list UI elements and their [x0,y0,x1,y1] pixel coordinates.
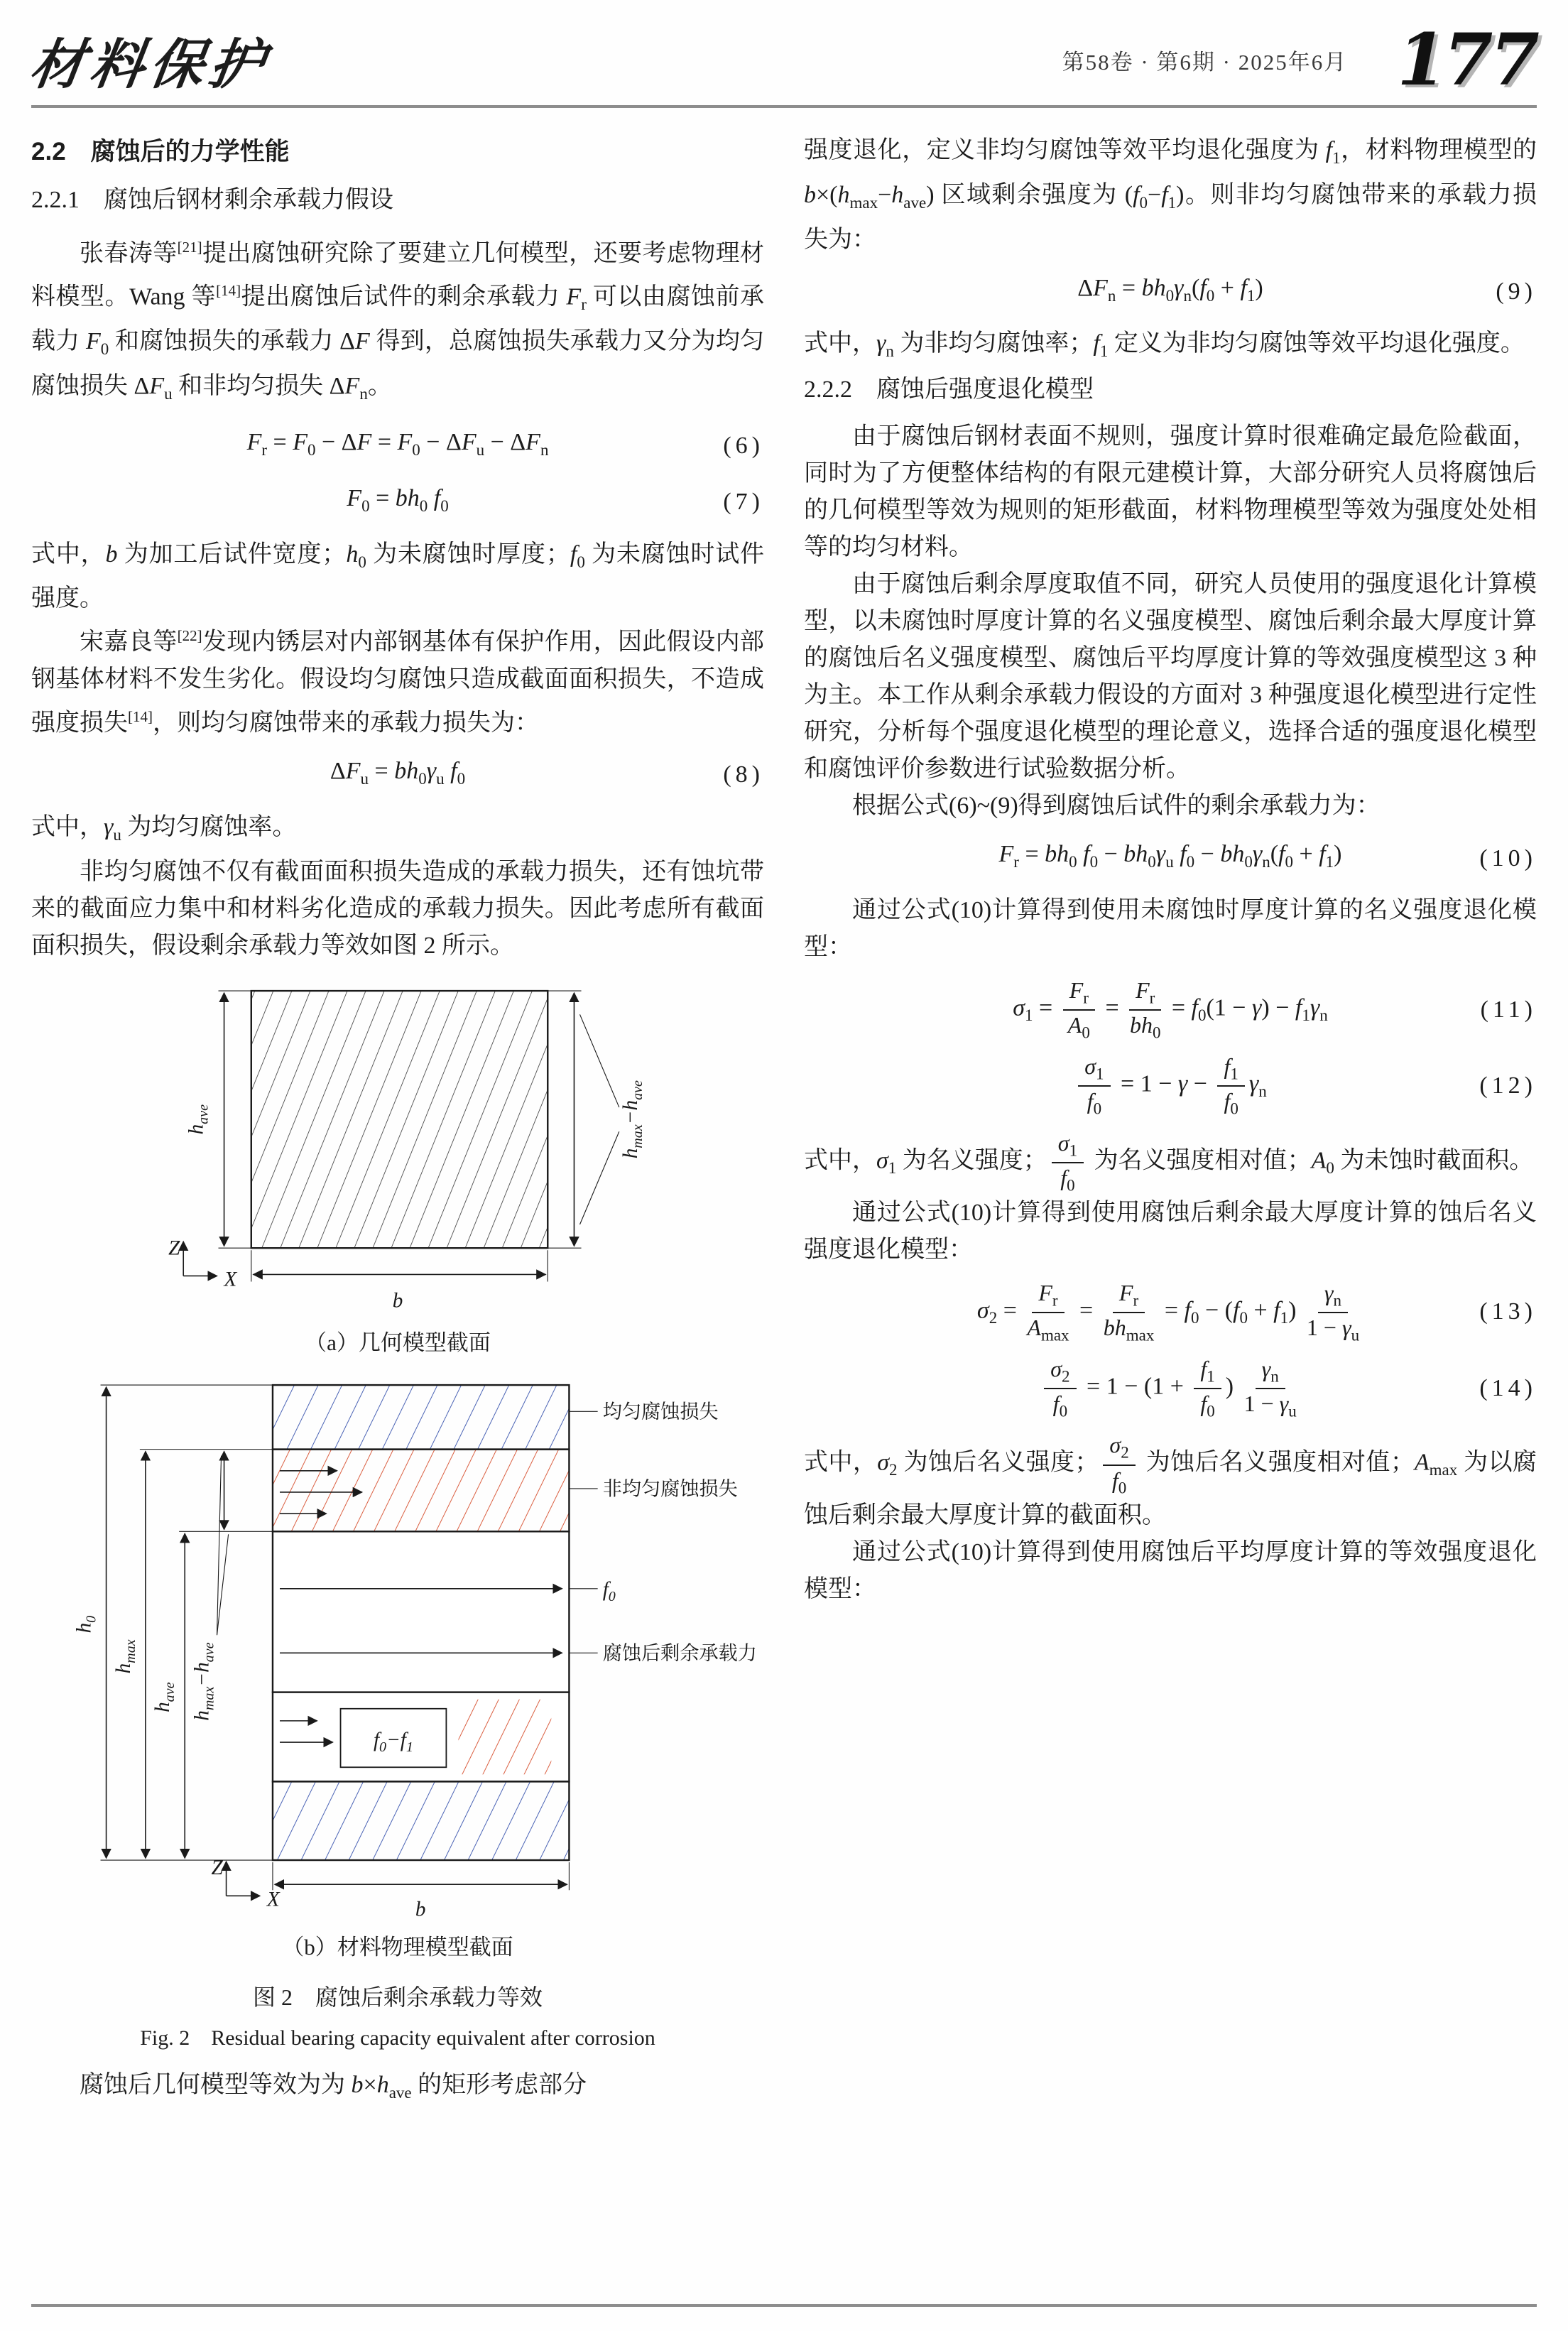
nonuniform-patch [459,1699,552,1774]
label-uniform-corrosion-loss: 均匀腐蚀损失 [602,1400,719,1422]
dim-b [273,1862,569,1920]
paragraph: 宋嘉良等[22]发现内锈层对内部钢基体有保护作用，因此假设内部钢基体材料不发生劣化。假设均匀腐蚀只造成截面面积损失，不造成强度损失[14]，则均匀腐蚀带来的承载力损失为： [31,627,765,737]
journal-logo: 材料保护 [26,32,274,96]
dim-label-b: b [415,1898,426,1921]
paragraph: 式中，$\sigma_2$ 为蚀后名义强度； $\frac{\sigma_2}{f_0}$ 为蚀后名义强度相对值；$A_{max}$ 为以腐蚀后剩余最大厚度计算的截面积。 [804,1432,1537,1528]
axis-x-label: X [224,1268,237,1291]
page-header [26,18,1537,102]
equation-body: $\frac{\sigma_2}{f_0}$ = 1 − (1 + $\frac{f_1}{f_0}$ ) $\frac{\gamma_n}{1 - \gamma_u}$ [1040,1356,1301,1420]
residual-capacity-band [273,1531,569,1692]
issue-info: 第58卷 · 第6期 · 2025年6月 [1062,49,1348,75]
dim-h-ave [185,991,251,1248]
equation-11 [804,977,1537,1042]
equation-7 [31,480,764,525]
figure-caption-en: Fig. 2 Residual bearing capacity equivalent after corrosion [140,2026,655,2050]
axis-z-label: Z [211,1856,223,1879]
equation-6 [31,424,764,469]
footer-rule [31,2304,1537,2307]
axis-x-label: X [266,1887,280,1911]
figure-2 [31,980,764,2057]
paragraph: 由于腐蚀后剩余厚度取值不同，研究人员使用的强度退化计算模型，以未腐蚀时厚度计算的名义强度模型、腐蚀后剩余最大厚度计算的腐蚀后名义强度模型、腐蚀后平均厚度计算的等效强度模型这 3 种为主。本工作从剩余承载力假设的方面对 3 种强度退化模型进行定性研究，分析每个强度退化模型的理论意义，选择合适的强度退化模型和腐蚀评价参数进行试验数据分析。 [804,571,1537,783]
uniform-corrosion-band-bottom [273,1781,569,1860]
coordinate-axes [168,1237,237,1291]
equation-number: (8) [723,761,764,788]
equation-body: $\sigma_2$ = $\frac{F_r}{A_{max}}$ = $\frac{F_r}{bh_{max}}$ = $f_0 - (f_0 + f_1)$ $\frac{\gamma_n}{1 - \gamma_u}$ [976,1279,1360,1344]
dim-label-h-max: $h_{max}$ [111,1639,138,1673]
page-number: 177 [1397,18,1537,102]
dim-label-h-max-minus-h-ave: $h_{max}-h_{ave}$ [190,1641,217,1721]
f0-minus-f1-label: $f_0-f_1$ [373,1728,413,1755]
two-column-body [31,132,1537,2112]
dim-label-h-ave: $h_{ave}$ [151,1681,178,1712]
material-model-bands [273,1385,569,1860]
section-title-2-2-1: 2.2.1 腐蚀后钢材剩余承载力假设 [31,187,393,213]
paragraph: 式中，b 为加工后试件宽度；$h_0$ 为未腐蚀时厚度；$f_0$ 为未腐蚀时试件强度。 [31,540,765,612]
equation-number: (14) [1479,1374,1537,1401]
equation-body: $\sigma_1$ = $\frac{F_r}{A_0}$ = $\frac{F_r}{bh_0}$ = $f_0(1 - \gamma) - f_1\gamma_n$ [1013,977,1328,1042]
header-rule [31,105,1537,108]
dim-h-max-minus-h-ave [548,991,646,1248]
equation-number: (13) [1479,1298,1537,1325]
equation-body: $F_r = bh_0$ $f_0 - bh_0\gamma_u$ $f_0 - bh_0\gamma_n(f_0 + f_1)$ [998,841,1342,871]
left-dimensions [72,1385,273,1860]
equation-12 [804,1053,1537,1118]
label-nonuniform-corrosion-loss: 非均匀腐蚀损失 [602,1477,738,1499]
equation-body: $\Delta F_n = bh_0\gamma_n(f_0 + f_1)$ [1077,274,1263,305]
equation-body: $\frac{\sigma_1}{f_0}$ = 1 − γ − $\frac{f_1}{f_0}$ $\gamma_n$ [1074,1053,1267,1118]
right-labels [569,1401,757,1663]
equation-body: $F_r = F_0 - \Delta F = F_0 - \Delta F_u - \Delta F_n$ [246,429,549,459]
equation-9 [804,270,1537,315]
nonuniform-corrosion-band [273,1449,569,1531]
equation-13 [804,1280,1537,1344]
paragraph: 由于腐蚀后钢材表面不规则，强度计算时很难确定最危险截面，同时为了方便整体结构的有限元建模计算，大部分研究人员将腐蚀后的几何模型等效为规则的矩形截面，材料物理模型等效为强度处处相等的均匀材料。 [804,423,1537,561]
paragraph: 根据公式(6)~(9)得到腐蚀后试件的剩余承载力为： [852,793,1381,820]
dim-label-h-ave: $h_{ave}$ [185,1104,212,1135]
equation-body: $\Delta F_u = bh_0\gamma_u$ $f_0$ [330,758,466,788]
equation-number: (11) [1480,996,1537,1023]
equation-number: (10) [1479,844,1537,871]
dim-label-b: b [392,1289,403,1313]
dim-label-h-max-minus-h-ave: $h_{max}-h_{ave}$ [619,1080,646,1158]
axis-z-label: Z [168,1236,180,1259]
equation-10 [804,836,1537,881]
equation-14 [804,1356,1537,1420]
uniform-corrosion-band-top [273,1385,569,1450]
coordinate-axes [211,1857,280,1911]
figure-caption-cn: 图 2 腐蚀后剩余承载力等效 [252,1984,543,2011]
section-title-2-2: 2.2 腐蚀后的力学性能 [31,138,290,165]
figure-a-caption: （a）几何模型截面 [305,1330,491,1355]
geometry-section-square [251,991,548,1248]
paragraph: 式中，$\sigma_1$ 为名义强度； $\frac{\sigma_1}{f_0}$ 为名义强度相对值；$A_0$ 为未蚀时截面积。 [804,1129,1534,1195]
figure-a-diagram [37,980,758,1323]
paragraph: 通过公式(10)计算得到使用腐蚀后剩余最大厚度计算的蚀后名义强度退化模型： [804,1199,1537,1263]
left-column [31,132,764,2112]
label-f0: $f_0$ [602,1577,616,1604]
equation-number: (9) [1496,278,1537,305]
paragraph: 通过公式(10)计算得到使用腐蚀后平均厚度计算的等效强度退化模型： [804,1538,1537,1602]
label-residual-capacity: 腐蚀后剩余承载力 [602,1641,757,1663]
paragraph: 通过公式(10)计算得到使用未腐蚀时厚度计算的名义强度退化模型： [804,896,1537,960]
figure-b-diagram [37,1374,758,1928]
equation-number: (7) [723,489,764,516]
equation-number: (6) [723,433,764,460]
figure-b-caption: （b）材料物理模型截面 [282,1935,513,1960]
equation-number: (12) [1479,1072,1537,1099]
paragraph: 腐蚀后几何模型等效为为 $b\times h_{ave}$ 的矩形考虑部分 [80,2072,587,2102]
section-title-2-2-2: 2.2.2 腐蚀后强度退化模型 [804,376,1094,403]
right-column [804,132,1537,2112]
dim-b [251,1250,548,1312]
equation-body: $F_0 = bh_0$ $f_0$ [347,484,449,515]
paragraph: 式中，$\gamma_u$ 为均匀腐蚀率。 [31,813,297,844]
paragraph: 非均匀腐蚀不仅有截面面积损失造成的承载力损失，还有蚀坑带来的截面应力集中和材料劣化造成的承载力损失。因此考虑所有截面面积损失，假设剩余承载力等效如图 2 所示。 [31,858,764,959]
equation-8 [31,753,764,798]
paragraph: 式中，$\gamma_n$ 为非均匀腐蚀率；$f_1$ 定义为非均匀腐蚀等效平均退化强度。 [804,330,1525,361]
dim-label-h0: $h_0$ [72,1615,99,1633]
paragraph: 强度退化，定义非均匀腐蚀等效平均退化强度为 $f_1$，材料物理模型的 $b\times(h_{max}-h_{ave})$ 区域剩余强度为 $(f_0-f_1)$。则非均匀腐蚀带来的承载力损失为： [804,137,1537,253]
paragraph: 张春涛等[21]提出腐蚀研究除了要建立几何模型，还要考虑物理材料模型。Wang 等[14]提出腐蚀后试件的剩余承载力 $F_r$ 可以由腐蚀前承载力 $F_0$ 和腐蚀损失的承载力 ΔF 得到，总腐蚀损失承载力又分为均匀腐蚀损失 $\Delta F_u$ 和非均匀损失 $\Delta F_n$。 [31,239,765,403]
